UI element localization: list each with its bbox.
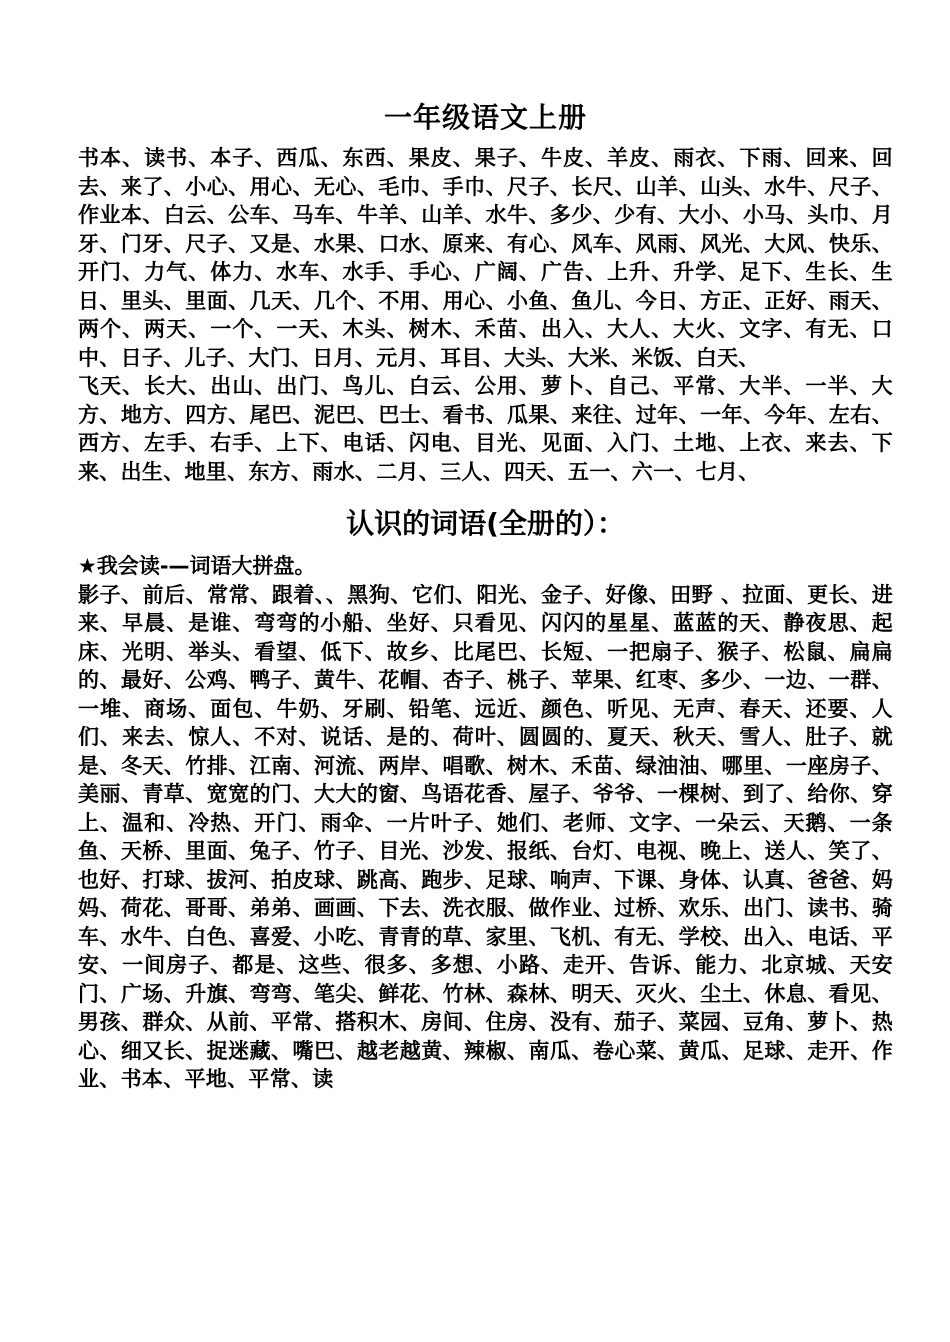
star-instruction: ★我会读-—词语大拼盘。 <box>78 554 316 578</box>
document-page <box>78 98 893 1094</box>
vocabulary-paragraph-3: 影子、前后、常常、跟着、、黑狗、它们、阳光、金子、好像、田野 、拉面、更长、进来、早晨、是谁、弯弯的小船、坐好、只看见、闪闪的星星、蓝蓝的天、静夜思、起床、光明、举头、看望、低下、故乡、比尾巴、长短、一把扇子、猴子、松鼠、扁扁的、最好、公鸡、鸭子、黄牛、花帽、杏子、桃子、苹果、红枣、多少、一边、一群、一堆、商场、面包、牛奶、牙刷、铅笔、远近、颜色、听见、无声、春天、还要、人们、来去、惊人、不对、说话、是的、荷叶、圆圆的、夏天、秋天、雪人、肚子、就是、冬天、竹排、江南、河流、两岸、唱歌、树木、禾苗、绿油油、哪里、一座房子、美丽、青草、宽宽的门、大大的窗、鸟语花香、屋子、爷爷、一棵树、到了、给你、穿上、温和、冷热、开门、雨伞、一片叶子、她们、老师、文字、一朵云、天鹅、一条鱼、天桥、里面、兔子、竹子、目光、沙发、报纸、台灯、电视、晚上、送人、笑了、也好、打球、拔河、拍皮球、跳高、跑步、足球、响声、下课、身体、认真、爸爸、妈妈、荷花、哥哥、弟弟、画画、下去、洗衣服、做作业、过桥、欢乐、出门、读书、骑车、水牛、白色、喜爱、小吃、青青的草、家里、飞机、有无、学校、出入、电话、平安、一间房子、都是、这些、很多、多想、小路、走开、告诉、能力、北京城、天安门、广场、升旗、弯弯、笔尖、鲜花、竹林、森林、明天、灭火、尘土、休息、看见、男孩、群众、从前、平常、搭积木、房间、住房、没有、茄子、菜园、豆角、萝卜、热心、细又长、捉迷藏、嘴巴、越老越黄、辣椒、南瓜、卷心菜、黄瓜、足球、走开、作业、书本、平地、平常、读 <box>78 582 893 1091</box>
section-heading: 认识的词语(全册的）： <box>346 507 625 540</box>
document-title: 一年级语文上册 <box>383 101 587 134</box>
vocabulary-paragraph-2: 飞天、长大、出山、出门、鸟儿、白云、公用、萝卜、自己、平常、大半、一半、大方、地方、四方、尾巴、泥巴、巴士、看书、瓜果、来往、过年、一年、今年、左右、西方、左手、右手、上下、电话、闪电、目光、见面、入门、土地、上衣、来去、下来、出生、地里、东方、雨水、二月、三人、四天、五一、六一、七月、 <box>78 374 893 484</box>
vocabulary-paragraph-1: 书本、读书、本子、西瓜、东西、果皮、果子、牛皮、羊皮、雨衣、下雨、回来、回去、来了、小心、用心、无心、毛巾、手巾、尺子、长尺、山羊、山头、水牛、尺子、作业本、白云、公车、马车、牛羊、山羊、水牛、多少、少有、大小、小马、头巾、月牙、门牙、尺子、又是、水果、口水、原来、有心、风车、风雨、风光、大风、快乐、开门、力气、体力、水车、水手、手心、广阔、广告、上升、升学、足下、生长、生日、里头、里面、几天、几个、不用、用心、小鱼、鱼儿、今日、方正、正好、雨天、两个、两天、一个、一天、木头、树木、禾苗、出入、大人、大火、文字、有无、口中、日子、儿子、大门、日月、元月、耳目、大头、大米、米饭、白天、 <box>78 146 893 370</box>
